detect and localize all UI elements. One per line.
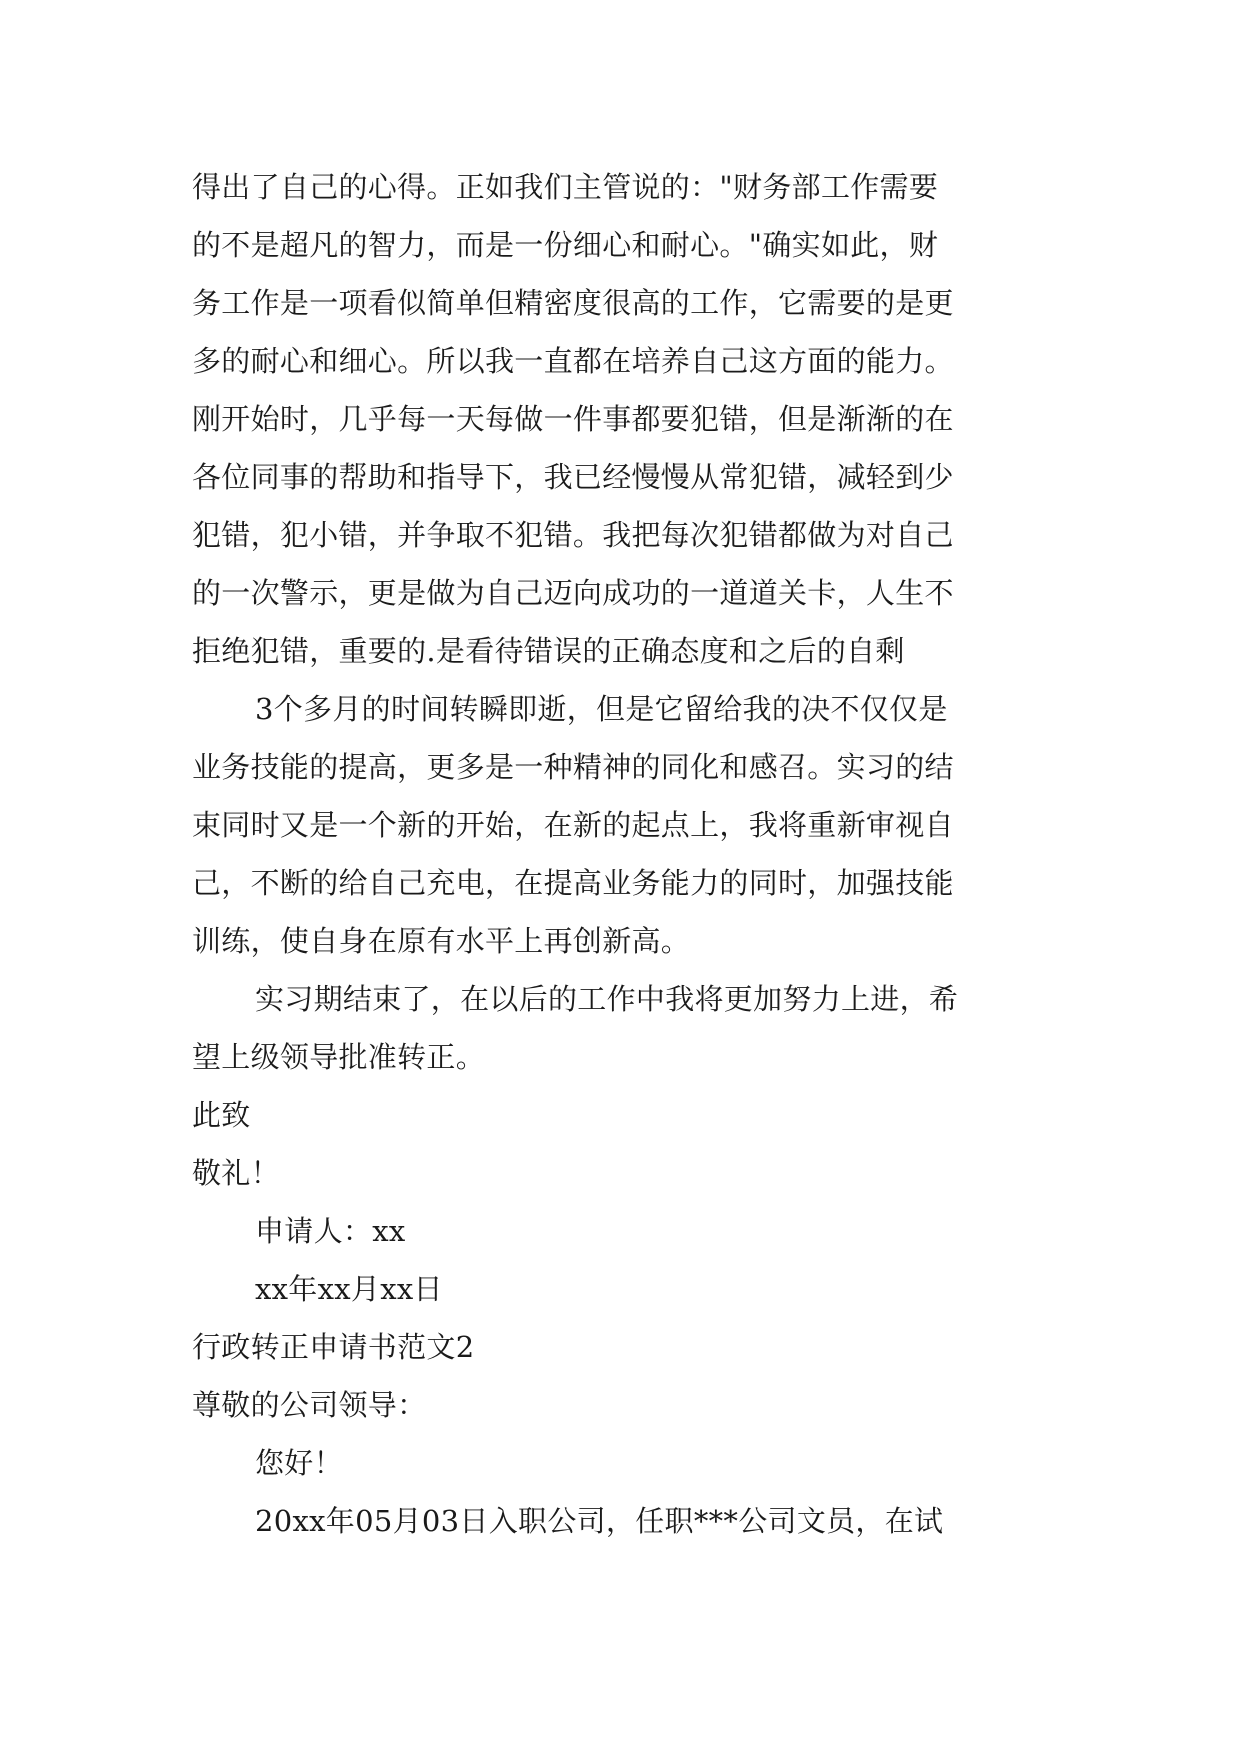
paragraph-line: 拒绝犯错，重要的.是看待错误的正确态度和之后的自剩 bbox=[192, 634, 905, 668]
letter-opening: 您好！ bbox=[255, 1446, 343, 1480]
signature-date: xx年xx月xx日 bbox=[255, 1272, 443, 1306]
applicant-signature: 申请人：xx bbox=[255, 1214, 406, 1248]
paragraph-line: 训练，使自身在原有水平上再创新高。 bbox=[192, 924, 691, 958]
paragraph-line: 得出了自己的心得。正如我们主管说的："财务部工作需要 bbox=[192, 170, 939, 204]
paragraph-line: 刚开始时，几乎每一天每做一件事都要犯错，但是渐渐的在 bbox=[192, 402, 954, 436]
closing-regards: 敬礼！ bbox=[192, 1156, 280, 1190]
document-body bbox=[192, 158, 1052, 1550]
paragraph-line: 多的耐心和细心。所以我一直都在培养自己这方面的能力。 bbox=[192, 344, 954, 378]
paragraph-line: 业务技能的提高，更多是一种精神的同化和感召。实习的结 bbox=[192, 750, 954, 784]
paragraph-line: 己，不断的给自己充电，在提高业务能力的同时，加强技能 bbox=[192, 866, 954, 900]
paragraph-line: 的不是超凡的智力，而是一份细心和耐心。"确实如此，财 bbox=[192, 228, 939, 262]
paragraph-line: 望上级领导批准转正。 bbox=[192, 1040, 486, 1074]
paragraph-line: 的一次警示，更是做为自己迈向成功的一道道关卡，人生不 bbox=[192, 576, 954, 610]
paragraph-line: 犯错，犯小错，并争取不犯错。我把每次犯错都做为对自己 bbox=[192, 518, 954, 552]
paragraph-line: 束同时又是一个新的开始，在新的起点上，我将重新审视自 bbox=[192, 808, 954, 842]
letter-greeting: 尊敬的公司领导： bbox=[192, 1388, 427, 1422]
paragraph-line: 务工作是一项看似简单但精密度很高的工作，它需要的是更 bbox=[192, 286, 954, 320]
paragraph-line: 20xx年05月03日入职公司，任职***公司文员，在试 bbox=[255, 1504, 944, 1538]
section-title: 行政转正申请书范文2 bbox=[192, 1330, 475, 1364]
paragraph-line: 各位同事的帮助和指导下，我已经慢慢从常犯错，减轻到少 bbox=[192, 460, 954, 494]
paragraph-line: 3个多月的时间转瞬即逝，但是它留给我的决不仅仅是 bbox=[255, 692, 948, 726]
closing-salutation: 此致 bbox=[192, 1098, 251, 1132]
paragraph-line: 实习期结束了，在以后的工作中我将更加努力上进，希 bbox=[255, 982, 959, 1016]
